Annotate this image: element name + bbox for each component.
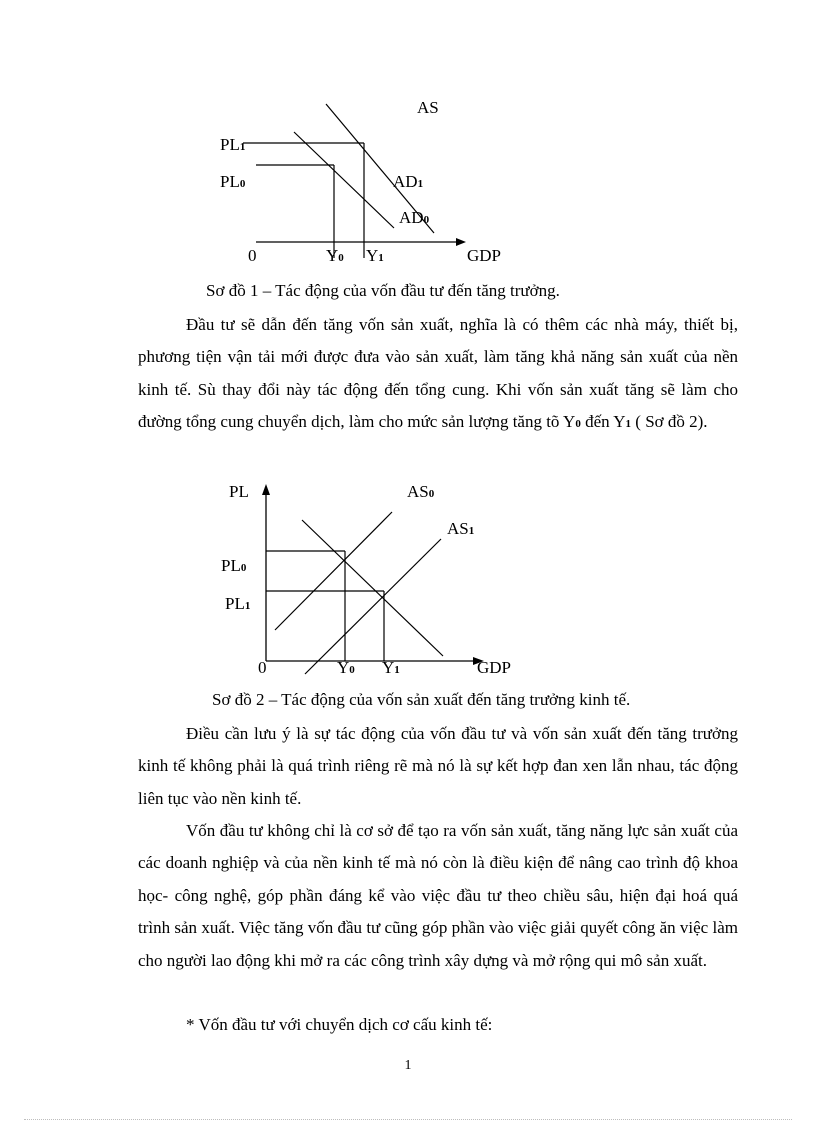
as1-curve [305, 539, 441, 674]
x-axis-arrow [456, 238, 466, 246]
y1-label: Y1 [382, 658, 400, 677]
x-axis-label: GDP [467, 246, 502, 265]
page-bottom-divider [24, 1119, 792, 1120]
paragraph-4: * Vốn đầu tư với chuyển dịch cơ cấu kinh tế: [186, 1015, 493, 1034]
y0-label: Y0 [326, 246, 344, 265]
origin-label: 0 [248, 246, 257, 265]
ad1-label: AD1 [393, 172, 424, 191]
as-label: AS [417, 98, 439, 117]
x-axis-label: GDP [477, 658, 512, 677]
paragraph-1: Đầu tư sẽ dẫn đến tăng vốn sản xuất, nghĩa là có thêm các nhà máy, thiết bị, phương tiện vận tải mới được đưa vào sản xuất, làm tăng khả năng sản xuất của nền kinh tế. Sù thay đổi này tác động đến tổng cung. Khi vốn sản xuất tăng sẽ làm cho đường tổng cung chuyển dịch, làm cho mức sản lượng tăng tõ Y0 đến Y1 ( Sơ đồ 2). [138, 315, 738, 432]
ad0-label: AD0 [399, 208, 430, 227]
diagram-1-caption: Sơ đồ 1 – Tác động của vốn đầu tư đến tăng trưởng. [206, 281, 560, 300]
diagram-2-caption: Sơ đồ 2 – Tác động của vốn sản xuất đến tăng trưởng kinh tế. [212, 690, 631, 709]
pl1-label: PL1 [225, 594, 251, 613]
origin-label: 0 [258, 658, 267, 677]
y1-label: Y1 [366, 246, 384, 265]
pl0-label: PL0 [220, 172, 246, 191]
ad0-curve [294, 132, 394, 228]
ad-curve [302, 520, 443, 656]
y0-label: Y0 [337, 658, 355, 677]
diagram-1 [0, 0, 816, 280]
y-axis-label: PL [229, 482, 249, 501]
as0-curve [275, 512, 392, 630]
as1-label: AS1 [447, 519, 475, 538]
paragraph-3: Vốn đầu tư không chỉ là cơ sở để tạo ra vốn sản xuất, tăng năng lực sản xuất của các doanh nghiệp và của nền kinh tế mà nó còn là điều kiện để nâng cao trình độ khoa học- công nghệ, góp phần đáng kể vào việc đầu tư theo chiều sâu, hiện đại hoá quá trình sản xuất. Việc tăng vốn đầu tư cũng góp phần vào việc giải quyết công ăn việc làm cho người lao động khi mở ra các công trình xây dựng và mở rộng qui mô sản xuất. [138, 821, 738, 970]
pl1-label: PL1 [220, 135, 246, 154]
pl0-label: PL0 [221, 556, 247, 575]
page-number: 1 [404, 1058, 412, 1073]
diagram-2 [0, 470, 816, 685]
as0-label: AS0 [407, 482, 435, 501]
y-axis-arrow [262, 484, 270, 495]
paragraph-2: Điều cần lưu ý là sự tác động của vốn đầu tư và vốn sản xuất đến tăng trưởng kinh tế không phải là quá trình riêng rẽ mà nó là sự kết hợp đan xen lẫn nhau, tác động liên tục vào nền kinh tế. [138, 724, 738, 808]
